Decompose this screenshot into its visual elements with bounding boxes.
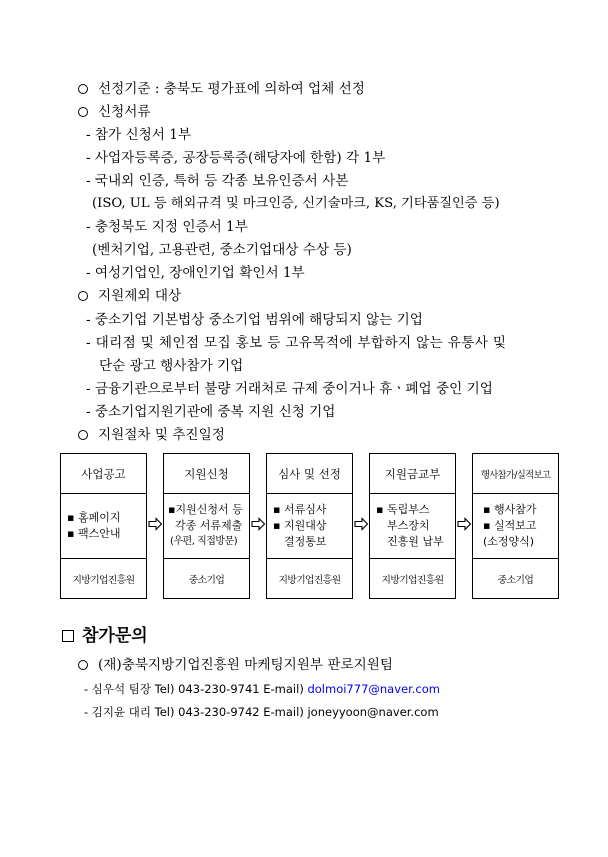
documents-heading: 신청서류 [78,102,151,122]
procedure-flow [60,453,560,599]
square-bullet-icon [62,630,74,642]
flow-step-announcement [60,453,147,599]
flow-step-application [163,453,250,599]
circle-bullet-icon [78,84,88,94]
flow-step-title: 사업공고 [61,454,146,494]
document-item: - 국내외 인증, 특허 등 각종 보유인증서 사본 [86,173,349,189]
flow-step-body: ▪ 서류심사 ▪ 지원대상 결정통보 [273,503,327,548]
circle-bullet-icon [78,660,88,670]
flow-step-agency: 지방기업진흥원 [267,558,352,598]
selection-criteria: 선정기준 : 충북도 평가표에 의하여 업체 선정 [78,79,365,99]
procedure-heading: 지원절차 및 추진일정 [78,425,225,445]
email-link[interactable]: dolmoi777@naver.com [307,682,440,696]
flow-step-agency: 지방기업진흥원 [370,558,455,598]
document-item-note: (ISO, UL 등 해외규격 및 마크인증, 신기술마크, KS, 기타품질인증 등) [92,196,500,211]
flow-step-body: ▪지원신청서 등 각종 서류제출 (우편, 직접방문) [168,503,243,547]
inquiry-org: (재)충북지방기업진흥원 마케팅지원부 판로지원팀 [78,655,393,675]
exclusion-item: - 중소기업지원기관에 중복 지원 신청 기업 [86,404,336,420]
flow-step-title: 행사참가/실적보고 [473,454,558,494]
exclusion-item-cont: 단순 광고 행사참가 기업 [99,358,244,374]
arrow-right-icon [251,517,266,531]
flow-step-body: ▪ 행사참가 ▪ 실적보고 (소정양식) [483,503,537,548]
contact-line: - 심우석 팀장 Tel) 043-230-9741 E-mail) dolmoi777@naver.com [84,682,440,696]
flow-step-title: 심사 및 선정 [267,454,352,494]
document-item: - 여성기업인, 장애인기업 확인서 1부 [86,265,305,281]
flow-step-agency: 지방기업진흥원 [61,558,146,598]
exclusion-item: - 대리점 및 체인점 모집 홍보 등 고유목적에 부합하지 않는 유통사 및 [86,335,507,351]
document-item: - 충청북도 지정 인증서 1부 [86,219,248,235]
arrow-right-icon [148,517,163,531]
exclusions-heading: 지원제외 대상 [78,286,181,306]
flow-step-grant [369,453,456,599]
exclusion-item: - 금융기관으로부터 불량 거래처로 규제 중이거나 휴ㆍ폐업 중인 기업 [86,381,493,397]
flow-step-review [266,453,353,599]
exclusion-item: - 중소기업 기본법상 중소기업 범위에 해당되지 않는 기업 [86,312,423,328]
arrow-right-icon [457,517,472,531]
email-text: joneyyoon@naver.com [307,705,439,719]
circle-bullet-icon [78,430,88,440]
flow-step-body: ▪ 홈페이지 ▪ 팩스안내 [67,511,121,540]
flow-step-title: 지원금교부 [370,454,455,494]
document-item-note: (벤처기업, 고용관련, 중소기업대상 수상 등) [92,242,352,258]
flow-step-agency: 중소기업 [164,558,249,598]
document-item: - 사업자등록증, 공장등록증(해당자에 한함) 각 1부 [86,150,386,166]
circle-bullet-icon [78,291,88,301]
document-item: - 참가 신청서 1부 [86,127,191,143]
arrow-right-icon [354,517,369,531]
flow-step-body: ▪ 독립부스 부스장치 진흥원 납부 [376,503,444,548]
flow-step-report [472,453,559,599]
inquiry-title: 참가문의 [62,621,148,646]
flow-step-agency: 중소기업 [473,558,558,598]
contact-line: - 김지윤 대리 Tel) 043-230-9742 E-mail) joneyyoon@naver.com [84,705,439,719]
circle-bullet-icon [78,107,88,117]
flow-step-title: 지원신청 [164,454,249,494]
